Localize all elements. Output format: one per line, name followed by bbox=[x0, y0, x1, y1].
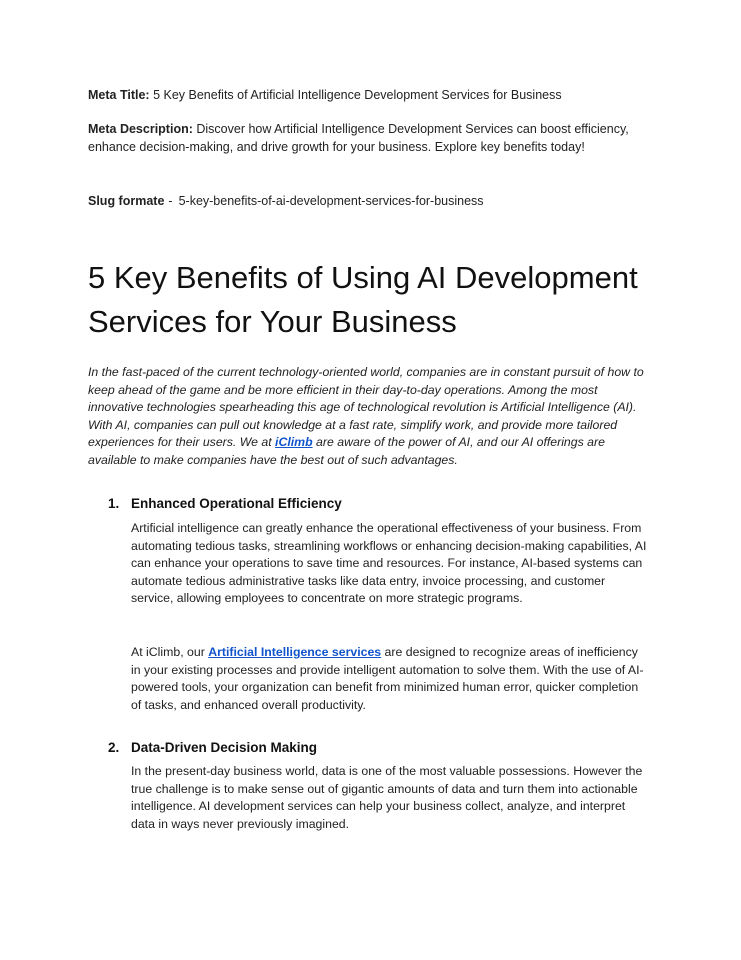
section-1-paragraph-2-end: are designed to recognize areas of inefficiency in your existing processes and provide intelligent automation to solve them. With the use of AI-powered tools, your organization can benefit from minimized human error, quicker completion of tasks, and enhanced overall productivity. bbox=[131, 645, 644, 712]
meta-description-value: Discover how Artificial Intelligence Development Services can boost efficiency, enhance decision-making, and drive growth for your business. Explore key benefits today! bbox=[88, 122, 629, 154]
section-1-paragraph-2-start: At iClimb, our bbox=[131, 645, 209, 659]
section-2-paragraph-1: In the present-day business world, data is one of the most valuable possessions. However the true challenge is to make sense out of gigantic amounts of data and turn them into actionable intelligence. AI development services can help your business collect, analyze, and interpret data in ways never previously imagined. bbox=[131, 764, 643, 831]
meta-title-value: 5 Key Benefits of Artificial Intelligence Development Services for Business bbox=[153, 88, 562, 102]
meta-description-label: Meta Description: bbox=[88, 122, 193, 136]
meta-title-label: Meta Title: bbox=[88, 88, 150, 102]
slug-separator: - bbox=[168, 194, 173, 208]
meta-description-line bbox=[88, 120, 648, 156]
section-1-number: 1. bbox=[108, 496, 120, 511]
iclimb-link[interactable]: iClimb bbox=[275, 435, 313, 450]
section-1-title: Enhanced Operational Efficiency bbox=[131, 496, 342, 511]
section-2-number: 2. bbox=[108, 740, 120, 755]
intro-paragraph bbox=[88, 364, 648, 470]
slug-line bbox=[88, 192, 648, 210]
intro-text-end: are aware of the power of AI, and our AI offerings are available to make companies have the best out of such advantages. bbox=[88, 435, 605, 467]
meta-title-line bbox=[88, 86, 648, 104]
article-heading: 5 Key Benefits of Using AI Development Services for Your Business bbox=[88, 260, 638, 339]
section-2-title: Data-Driven Decision Making bbox=[131, 740, 318, 755]
section-1-paragraph-2 bbox=[131, 644, 647, 714]
ai-services-link[interactable]: Artificial Intelligence services bbox=[208, 645, 382, 659]
slug-label: Slug formate bbox=[88, 194, 165, 208]
section-1-paragraph-1: Artificial intelligence can greatly enhance the operational effectiveness of your business. From automating tedious tasks, streamlining workflows or enhancing decision-making capabilities, AI can enhance your operations to save time and resources. For instance, AI-based systems can automate tedious administrative tasks like data entry, invoice processing, and customer service, allowing employees to concentrate on more strategic programs. bbox=[131, 521, 647, 606]
intro-text-start: In the fast-paced of the current technology-oriented world, companies are in constant pursuit of how to keep ahead of the game and be more efficient in their day-to-day operations. Among the most innovative technologies spearheading this age of technological revolution is Artificial Intelligence (AI). With AI, companies can pull out knowledge at a fast rate, simplify work, and provide more tailored experiences for their users. We at bbox=[88, 365, 644, 450]
slug-value: 5-key-benefits-of-ai-development-services-for-business bbox=[178, 194, 484, 208]
